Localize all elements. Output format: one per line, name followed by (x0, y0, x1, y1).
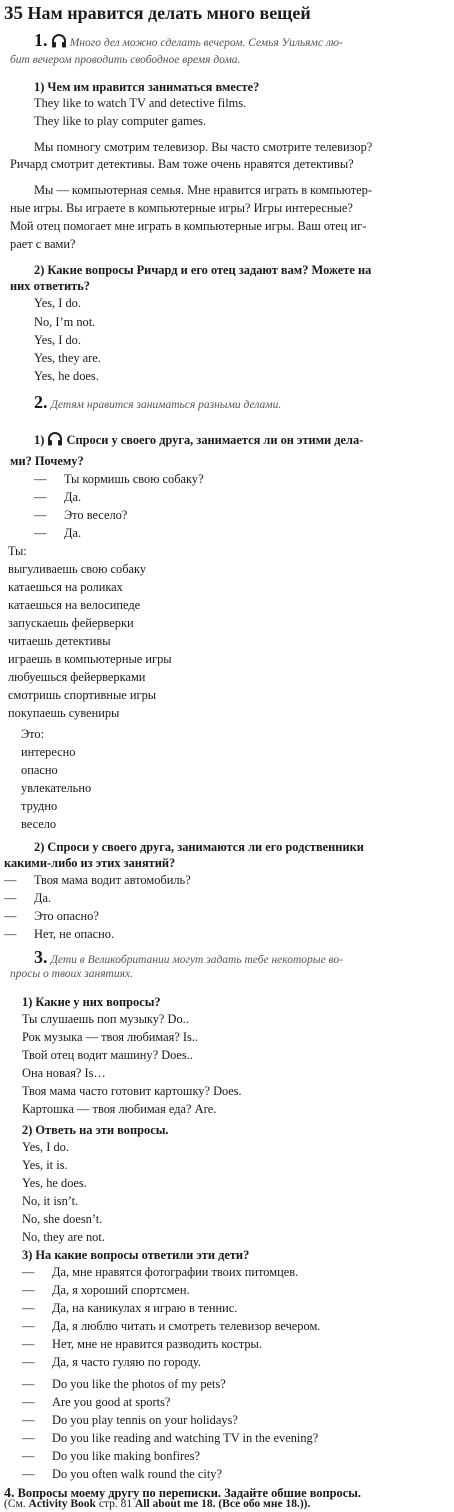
ex3-answer-2: No, she doesn’t. (22, 1212, 103, 1226)
ex3-question-3: 3) На какие вопросы ответили эти дети? (22, 1248, 250, 1262)
ex3-answer-1: Твой отец водит машину? Does.. (22, 1048, 193, 1062)
dialog-line: — Это весело? (34, 508, 128, 522)
dialog2-line: — Да. (4, 891, 52, 905)
ex3-question-2: 2) Ответь на эти вопросы. (22, 1123, 169, 1137)
you-list-item: любуешься фейерверками (8, 670, 146, 684)
it-label: Это: (21, 727, 45, 741)
ex1-answer-2: Yes, he does. (34, 369, 99, 383)
ex1-instruction-2: бит вечером проводить свободное время дома. (10, 54, 241, 66)
answer-en-line: — Do you often walk round the city? (22, 1467, 222, 1481)
it-list-item: трудно (21, 799, 58, 813)
ex3-answer-2: Yes, I do. (22, 1140, 69, 1154)
answer-ru-line: — Да, мне нравятся фотографии твоих питомцев. (22, 1265, 299, 1279)
ex3-answer-2: No, they are not. (22, 1230, 105, 1244)
ex4-number: 4. (4, 1486, 15, 1501)
ex3-number: 3. (34, 947, 48, 967)
dialog2-line: — Твоя мама водит автомобиль? (4, 873, 191, 887)
answer-ru-line: — Нет, мне не нравится разводить костры. (22, 1337, 262, 1351)
you-list-item: играешь в компьютерные игры (8, 652, 172, 666)
headphones-icon[interactable] (47, 432, 63, 446)
ex1-answer-2: Yes, I do. (34, 296, 81, 310)
you-list-item: катаешься на велосипеде (8, 598, 141, 612)
ex1-paragraph-1-line: Мы помногу смотрим телевизор. Вы часто смотрите телевизор? (34, 140, 373, 154)
ex4-text: Вопросы моему другу по переписки. Задайте обшие вопросы. (17, 1486, 362, 1500)
ex3-answer-1: Картошка — твоя любимая еда? Are. (22, 1102, 217, 1116)
ex3-answer-1: Ты слушаешь поп музыку? Do.. (22, 1012, 189, 1026)
ex3-answer-2: Yes, he does. (22, 1176, 87, 1190)
headphones-icon[interactable] (51, 34, 67, 48)
answer-en-line: — Do you like the photos of my pets? (22, 1377, 226, 1391)
ex2-question-2-line: 2) Спроси у своего друга, занимаются ли его родственники (34, 840, 364, 854)
ex1-answer-2: Yes, they are. (34, 351, 101, 365)
dialog-line: — Ты кормишь свою собаку? (34, 472, 204, 486)
activity-book-link[interactable]: Activity Book (28, 1498, 96, 1510)
dialog-line: — Да. (34, 490, 82, 504)
ex3-header (34, 948, 343, 967)
ex1-paragraph-2-line: рает с вами? (10, 237, 76, 251)
ex3-question-1: 1) Какие у них вопросы? (22, 995, 161, 1009)
ex3-answer-1: Твоя мама часто готовит картошку? Does. (22, 1084, 242, 1098)
dialog2-line: — Нет, не опасно. (4, 927, 115, 941)
ex3-instruction-1: Дети в Великобритании могут задать тебе некоторые во- (50, 954, 343, 966)
you-list-item: смотришь спортивные игры (8, 688, 157, 702)
it-list-item: весело (21, 817, 57, 831)
answer-en-line: — Do you play tennis on your holidays? (22, 1413, 238, 1427)
ex3-instruction-2: просы о твоих занятиях. (10, 968, 133, 980)
you-list-item: выгуливаешь свою собаку (8, 562, 147, 576)
you-list-item: покупаешь сувениры (8, 706, 120, 720)
ex1-instruction-1: Много дел можно сделать вечером. Семья Уильямс лю- (69, 37, 343, 49)
it-list-item: интересно (21, 745, 76, 759)
answer-en-line: — Do you like making bonfires? (22, 1449, 200, 1463)
ex2-number: 2. (34, 392, 48, 412)
ex1-answer-2: No, I’m not. (34, 315, 96, 329)
lesson-title: Нам нравится делать много вещей (27, 3, 311, 23)
answer-ru-line: — Да, я хороший спортсмен. (22, 1283, 190, 1297)
answer-ru-line: — Да, я часто гуляю по городу. (22, 1355, 201, 1369)
ex1-question-2-line: 2) Какие вопросы Ричард и его отец задают вам? Можете на (34, 263, 372, 277)
ex1-number: 1. (34, 30, 48, 50)
it-list-item: опасно (21, 763, 58, 777)
ex2-instruction: Детям нравится заниматься разными делами. (50, 399, 282, 411)
ex1-answer-line: They like to watch TV and detective films. (34, 96, 247, 110)
answer-ru-line: — Да, на каникулах я играю в теннис. (22, 1301, 238, 1315)
ex3-answer-2: No, it isn’t. (22, 1194, 79, 1208)
ex1-answer-line: They like to play computer games. (34, 114, 207, 128)
ex1-paragraph-1-line: Ричард смотрит детективы. Вам тоже очень нравятся детективы? (10, 157, 354, 171)
ex1-paragraph-2-line: Мой отец помогает мне играть в компьютерные игры. Ваш отец иг- (10, 219, 367, 233)
ex1-paragraph-2-line: Мы — компьютерная семья. Мне нравится играть в компьютер- (34, 183, 372, 197)
you-label: Ты: (8, 544, 27, 558)
lesson-number: 35 (4, 3, 23, 24)
ex4-line-2: (См. Activity Book стр. 81 All about me 18. (Все обо мне 18.)). (4, 1498, 311, 1510)
ex2-question-1 (34, 432, 363, 446)
it-list-item: увлекательно (21, 781, 92, 795)
you-list-item: катаешься на роликах (8, 580, 123, 594)
page-title (4, 4, 311, 23)
ex3-answer-1: Рок музыка — твоя любимая? Is.. (22, 1030, 199, 1044)
ex2-header (34, 393, 281, 412)
ex1-question-1: 1) Чем им нравится заниматься вместе? (34, 80, 260, 94)
answer-en-line: — Are you good at sports? (22, 1395, 171, 1409)
ex1-question-2-line: них ответить? (10, 279, 90, 293)
you-list-item: запускаешь фейерверки (8, 616, 134, 630)
ex1-paragraph-2-line: ные игры. Вы играете в компьютерные игры? Игры интересные? (10, 201, 353, 215)
ex1-header (34, 31, 343, 50)
ex1-answer-2: Yes, I do. (34, 333, 81, 347)
answer-ru-line: — Да, я люблю читать и смотреть телевизор вечером. (22, 1319, 321, 1333)
ex2-question-2-line: какими-либо из этих занятий? (4, 856, 176, 870)
ex2-q1-number: 1) (34, 433, 45, 447)
dialog-line: — Да. (34, 526, 82, 540)
ex2-q1-text: Спроси у своего друга, занимается ли он этими дела- (66, 433, 364, 447)
ex3-answer-1: Она новая? Is… (22, 1066, 106, 1080)
you-list-item: читаешь детективы (8, 634, 111, 648)
ex3-answer-2: Yes, it is. (22, 1158, 68, 1172)
ex2-q1-text-2: ми? Почему? (10, 454, 84, 468)
dialog2-line: — Это опасно? (4, 909, 99, 923)
answer-en-line: — Do you like reading and watching TV in the evening? (22, 1431, 319, 1445)
